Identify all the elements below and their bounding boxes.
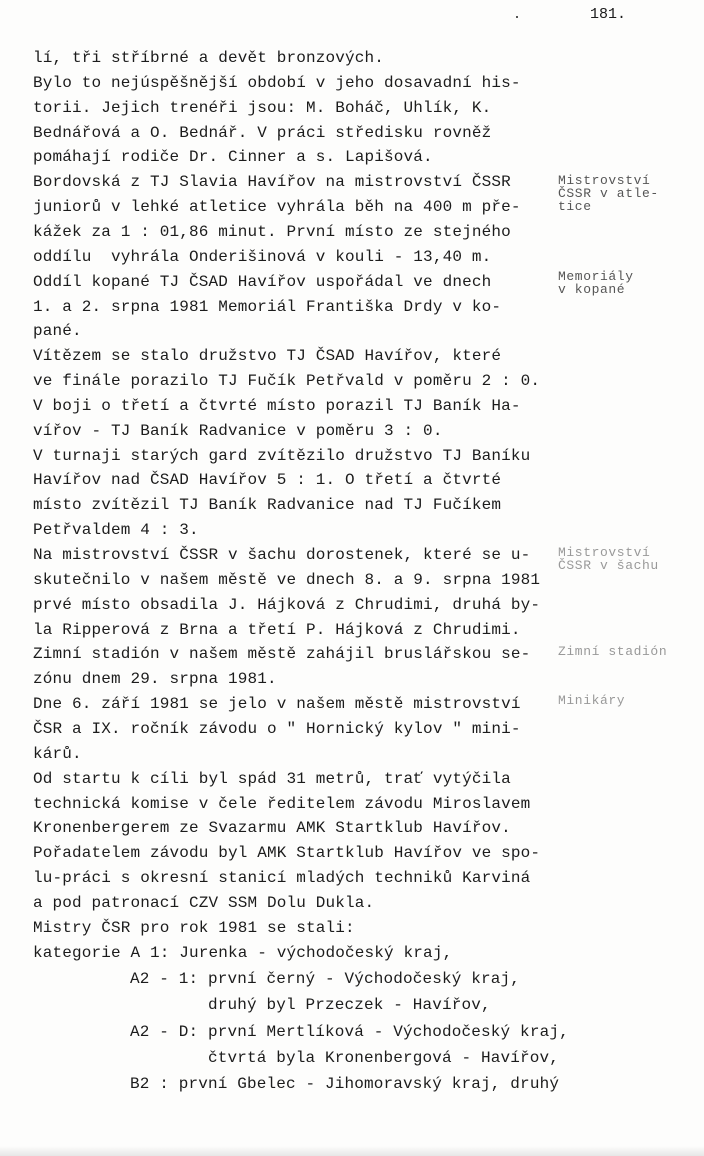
text-line: Dne 6. září 1981 se jelo v našem městě mistrovství: [33, 695, 521, 714]
text-line: Bylo to nejúspěšnější období v jeho dosavadní his-: [33, 73, 521, 92]
text-line: la Ripperová z Brna a třetí P. Hájková z Chrudimi.: [33, 620, 521, 639]
text-line: Pořadatelem závodu byl AMK Startklub Havířov ve spo-: [33, 844, 541, 863]
text-line: kárů.: [33, 744, 82, 763]
text-line: ČSR a IX. ročník závodu o " Hornický kylov " mini-: [33, 719, 521, 738]
text-line: pomáhají rodiče Dr. Cinner a s. Lapišová.: [33, 148, 433, 167]
text-line: Bordovská z TJ Slavia Havířov na mistrovství ČSSR: [33, 173, 511, 192]
text-line: prvé místo obsadila J. Hájková z Chrudimi, druhá by-: [33, 595, 541, 614]
text-line: ve finále porazilo TJ Fučík Petřvald v poměru 2 : 0.: [33, 372, 541, 391]
text-line: Bednářová a O. Bednář. V práci středisku rovněž: [33, 123, 492, 142]
text-line: Oddíl kopané TJ ČSAD Havířov uspořádal ve dnech: [33, 272, 492, 291]
text-line: torii. Jejich trenéři jsou: M. Boháč, Uhlík, K.: [33, 98, 492, 117]
margin-note-football: Memoriály v kopané: [558, 269, 634, 297]
page-edge: [0, 1146, 704, 1156]
text-line: lu-práci s okresní stanicí mladých techniků Karviná: [33, 869, 531, 888]
text-line: skutečnilo v našem městě ve dnech 8. a 9. srpna 1981: [33, 570, 541, 589]
text-line: Na mistrovství ČSSR v šachu dorostenek, které se u-: [33, 546, 531, 564]
text-line: Mistry ČSR pro rok 1981 se stali:: [33, 918, 355, 937]
text-line: B2 : první Gbelec - Jihomoravský kraj, druhý: [130, 1075, 560, 1094]
text-line: druhý byl Przeczek - Havířov,: [208, 996, 491, 1015]
text-line: technická komise v čele ředitelem závodu Miroslavem: [33, 794, 531, 813]
text-line: Havířov nad ČSAD Havířov 5 : 1. O třetí a čtvrté: [33, 471, 502, 490]
text-line: čtvrtá byla Kronenbergová - Havířov,: [208, 1048, 560, 1067]
text-line: místo zvítězil TJ Baník Radvanice nad TJ Fučíkem: [33, 496, 502, 515]
margin-note-ice-stadium: Zimní stadión: [558, 644, 668, 659]
text-line: Vítězem se stalo družstvo TJ ČSAD Havířov, které: [33, 347, 502, 366]
text-line: pané.: [33, 322, 82, 341]
text-line: Kronenbergerem ze Svazarmu AMK Startklub Havířov.: [33, 819, 511, 838]
text-line: zónu dnem 29. srpna 1981.: [33, 670, 277, 689]
text-line: Petřvaldem 4 : 3.: [33, 521, 199, 540]
speck: [516, 16, 518, 18]
text-line: V turnaji starých gard zvítězilo družstvo TJ Baníku: [33, 446, 531, 465]
text-line: Zimní stadión v našem městě zahájil bruslářskou se-: [33, 645, 531, 664]
text-line: vířov - TJ Baník Radvanice v poměru 3 : 0.: [33, 421, 443, 440]
text-line: kážek za 1 : 01,86 minut. První místo ze stejného: [33, 222, 511, 241]
text-line: a pod patronací CZV SSM Dolu Dukla.: [33, 893, 375, 912]
text-line: oddílu vyhrála Onderišinová v kouli - 13,40 m.: [33, 247, 492, 266]
text-line: A2 - D: první Mertlíková - Východočeský kraj,: [130, 1022, 569, 1041]
text-line: juniorů v lehké atletice vyhrála běh na 400 m pře-: [33, 198, 521, 217]
text-line: Od startu k cíli byl spád 31 metrů, trať vytýčila: [33, 769, 511, 788]
margin-note-athletics: Mistrovství ČSSR v atle- tice: [558, 173, 659, 214]
text-line: 1. a 2. srpna 1981 Memoriál Františka Drdy v ko-: [33, 297, 502, 316]
margin-note-minikary: Minikáry: [558, 693, 626, 708]
text-line: kategorie A 1: Jurenka - východočeský kraj,: [33, 943, 453, 962]
page-number: 181.: [590, 6, 627, 23]
margin-note-chess: Mistrovství ČSSR v šachu: [558, 545, 659, 573]
text-line: A2 - 1: první černý - Východočeský kraj,: [130, 969, 521, 988]
text-line: lí, tři stříbrné a devět bronzových.: [33, 49, 385, 67]
text-line: V boji o třetí a čtvrté místo porazil TJ Baník Ha-: [33, 396, 521, 415]
